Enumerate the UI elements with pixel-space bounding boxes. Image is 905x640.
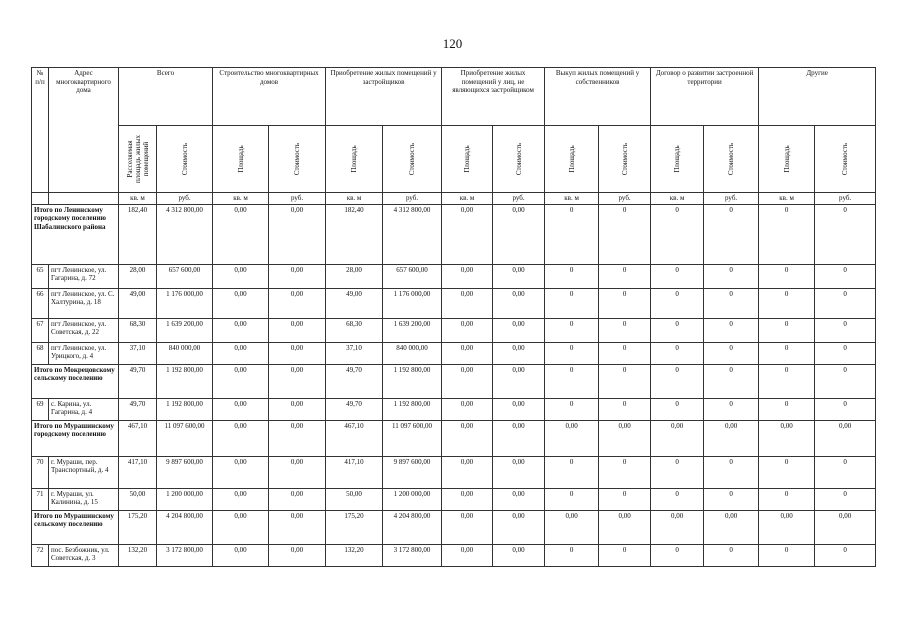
value-cell: 467,10 [326, 420, 383, 456]
unit-label: кв. м [759, 193, 815, 205]
row-number: 66 [32, 288, 49, 318]
table-row [32, 544, 876, 566]
header-group-territory: Договор о развитии застроенной территории [651, 68, 759, 126]
value-cell: 0 [704, 204, 759, 264]
value-cell: 0,00 [442, 456, 493, 488]
subheader-text: Стоимость [408, 142, 417, 176]
value-cell: 0,00 [269, 398, 326, 420]
resettlement-table [31, 67, 876, 567]
value-cell: 0,00 [442, 318, 493, 342]
value-cell: 0,00 [442, 510, 493, 544]
value-cell: 0,00 [442, 398, 493, 420]
value-cell: 11 097 600,00 [157, 420, 213, 456]
header-group-other: Другие [759, 68, 876, 126]
value-cell: 0 [704, 488, 759, 510]
value-cell: 0 [651, 342, 704, 364]
value-cell: 0,00 [269, 456, 326, 488]
subtotal-row [32, 420, 876, 456]
value-cell: 0 [759, 264, 815, 288]
value-cell: 0 [704, 398, 759, 420]
value-cell: 3 172 800,00 [383, 544, 442, 566]
value-cell: 0,00 [269, 488, 326, 510]
subheader-area [213, 126, 269, 193]
value-cell: 49,70 [119, 364, 157, 398]
value-cell: 68,30 [326, 318, 383, 342]
value-cell: 0,00 [269, 420, 326, 456]
value-cell: 0,00 [213, 364, 269, 398]
value-cell: 0 [815, 544, 876, 566]
subheader-text: Стоимость [514, 142, 523, 176]
value-cell: 0,00 [442, 264, 493, 288]
value-cell: 0,00 [759, 510, 815, 544]
subheader-text: Площадь [782, 145, 791, 173]
subheader-area [326, 126, 383, 193]
header-no: № п/п [32, 68, 49, 193]
subtotal-row [32, 364, 876, 398]
value-cell: 0 [815, 264, 876, 288]
value-cell: 0 [545, 488, 599, 510]
subheader-cost [157, 126, 213, 193]
value-cell: 0 [704, 288, 759, 318]
value-cell: 0 [599, 364, 651, 398]
subheader-cost [383, 126, 442, 193]
value-cell: 0 [759, 342, 815, 364]
value-cell: 1 639 200,00 [157, 318, 213, 342]
subheader-area [759, 126, 815, 193]
row-address: г. Мураши, пер. Транспортный, д. 4 [49, 456, 119, 488]
value-cell: 0 [651, 488, 704, 510]
value-cell: 0,00 [493, 420, 545, 456]
subheader-cost [599, 126, 651, 193]
value-cell: 0 [545, 264, 599, 288]
value-cell: 1 192 800,00 [383, 364, 442, 398]
value-cell: 0,00 [442, 342, 493, 364]
value-cell: 182,40 [119, 204, 157, 264]
row-number: 71 [32, 488, 49, 510]
value-cell: 132,20 [326, 544, 383, 566]
value-cell: 9 897 600,00 [157, 456, 213, 488]
value-cell: 0 [759, 544, 815, 566]
subheader-area [119, 126, 157, 193]
value-cell: 4 312 800,00 [157, 204, 213, 264]
value-cell: 0,00 [599, 510, 651, 544]
table-row [32, 342, 876, 364]
value-cell: 0 [545, 364, 599, 398]
value-cell: 0 [651, 398, 704, 420]
value-cell: 0 [545, 398, 599, 420]
value-cell: 1 176 000,00 [157, 288, 213, 318]
value-cell: 182,40 [326, 204, 383, 264]
value-cell: 0,00 [759, 420, 815, 456]
subheader-text: Стоимость [727, 142, 736, 176]
subheader-cost [493, 126, 545, 193]
value-cell: 0,00 [213, 420, 269, 456]
unit-label: руб. [157, 193, 213, 205]
subheader-text: Стоимость [841, 142, 850, 176]
value-cell: 0,00 [442, 204, 493, 264]
page-number: 120 [442, 36, 463, 51]
value-cell: 49,70 [119, 398, 157, 420]
value-cell: 0,00 [269, 264, 326, 288]
value-cell: 0,00 [269, 364, 326, 398]
value-cell: 0,00 [213, 288, 269, 318]
value-cell: 49,70 [326, 398, 383, 420]
value-cell: 0 [599, 488, 651, 510]
subheader-text: Площадь [350, 145, 359, 173]
value-cell: 0 [759, 288, 815, 318]
value-cell: 0 [599, 398, 651, 420]
value-cell: 0,00 [493, 364, 545, 398]
value-cell: 0 [759, 204, 815, 264]
value-cell: 0,00 [213, 318, 269, 342]
row-number: 72 [32, 544, 49, 566]
subtotal-label: Итого по Мокрецовскому сельскому поселению [32, 364, 119, 398]
subheader-cost [815, 126, 876, 193]
value-cell: 0 [651, 456, 704, 488]
value-cell: 4 204 800,00 [383, 510, 442, 544]
value-cell: 0 [545, 288, 599, 318]
subtotal-label: Итого по Мурашинскому сельскому поселению [32, 510, 119, 544]
value-cell: 0,00 [493, 488, 545, 510]
value-cell: 0 [759, 364, 815, 398]
subheader-area [545, 126, 599, 193]
table-row [32, 456, 876, 488]
header-group-buyout: Выкуп жилых помещений у собственников [545, 68, 651, 126]
row-number: 65 [32, 264, 49, 288]
unit-label: руб. [704, 193, 759, 205]
unit-label: руб. [599, 193, 651, 205]
value-cell: 0 [815, 364, 876, 398]
header-address: Адрес многоквартирного дома [49, 68, 119, 193]
subheader-text: Площадь [236, 145, 245, 173]
value-cell: 0,00 [442, 544, 493, 566]
subheader-text: Стоимость [620, 142, 629, 176]
value-cell: 0,00 [493, 264, 545, 288]
value-cell: 0,00 [815, 420, 876, 456]
row-number: 70 [32, 456, 49, 488]
value-cell: 0,00 [704, 420, 759, 456]
value-cell: 0,00 [442, 364, 493, 398]
value-cell: 0 [651, 544, 704, 566]
value-cell: 467,10 [119, 420, 157, 456]
subheader-text: Площадь [673, 145, 682, 173]
subtotal-row [32, 510, 876, 544]
value-cell: 0,00 [651, 420, 704, 456]
value-cell: 1 639 200,00 [383, 318, 442, 342]
value-cell: 0,00 [213, 342, 269, 364]
subtotal-label: Итого по Ленинскому городскому поселению Шабалинского района [32, 204, 119, 264]
value-cell: 49,00 [326, 288, 383, 318]
value-cell: 0 [545, 204, 599, 264]
units-empty [32, 193, 49, 205]
value-cell: 0,00 [442, 288, 493, 318]
table-row [32, 264, 876, 288]
value-cell: 0,00 [213, 264, 269, 288]
table-row [32, 318, 876, 342]
value-cell: 0 [815, 398, 876, 420]
value-cell: 175,20 [326, 510, 383, 544]
value-cell: 50,00 [326, 488, 383, 510]
value-cell: 4 312 800,00 [383, 204, 442, 264]
value-cell: 0,00 [213, 204, 269, 264]
value-cell: 28,00 [119, 264, 157, 288]
value-cell: 0,00 [493, 204, 545, 264]
value-cell: 0,00 [493, 510, 545, 544]
subtotal-row [32, 204, 876, 264]
subheader-text: Площадь [567, 145, 576, 173]
value-cell: 0 [704, 364, 759, 398]
value-cell: 1 192 800,00 [383, 398, 442, 420]
value-cell: 0 [815, 488, 876, 510]
value-cell: 0 [704, 456, 759, 488]
row-address: г. Мураши, ул. Калинина, д. 15 [49, 488, 119, 510]
row-address: с. Карина, ул. Гагарина, д. 4 [49, 398, 119, 420]
table-row [32, 288, 876, 318]
value-cell: 1 200 000,00 [157, 488, 213, 510]
value-cell: 0 [599, 318, 651, 342]
value-cell: 50,00 [119, 488, 157, 510]
value-cell: 0 [545, 342, 599, 364]
unit-label: кв. м [545, 193, 599, 205]
value-cell: 0 [704, 318, 759, 342]
header-group-developers: Приобретение жилых помещений у застройщиков [326, 68, 442, 126]
value-cell: 0,00 [493, 398, 545, 420]
value-cell: 0,00 [269, 318, 326, 342]
value-cell: 0,00 [493, 318, 545, 342]
table-row [32, 488, 876, 510]
unit-label: руб. [383, 193, 442, 205]
row-address: пгт Ленинское, ул. Советская, д. 22 [49, 318, 119, 342]
header-group-construction: Строительство многоквартирных домов [213, 68, 326, 126]
value-cell: 0,00 [493, 456, 545, 488]
value-cell: 0,00 [545, 420, 599, 456]
header-group-total: Всего [119, 68, 213, 126]
value-cell: 417,10 [326, 456, 383, 488]
value-cell: 0 [599, 264, 651, 288]
value-cell: 0,00 [269, 342, 326, 364]
value-cell: 49,70 [326, 364, 383, 398]
value-cell: 0,00 [213, 544, 269, 566]
value-cell: 0,00 [651, 510, 704, 544]
value-cell: 3 172 800,00 [157, 544, 213, 566]
subtotal-label: Итого по Мурашинскому городскому поселению [32, 420, 119, 456]
value-cell: 1 176 000,00 [383, 288, 442, 318]
value-cell: 0,00 [493, 288, 545, 318]
value-cell: 0,00 [815, 510, 876, 544]
subheader-cost [704, 126, 759, 193]
value-cell: 0 [651, 204, 704, 264]
row-address: пгт Ленинское, ул. Урицкого, д. 4 [49, 342, 119, 364]
value-cell: 0,00 [213, 398, 269, 420]
value-cell: 37,10 [119, 342, 157, 364]
value-cell: 175,20 [119, 510, 157, 544]
subheader-text: Площадь [463, 145, 472, 173]
value-cell: 0 [704, 264, 759, 288]
unit-label: руб. [815, 193, 876, 205]
value-cell: 0 [599, 456, 651, 488]
value-cell: 11 097 600,00 [383, 420, 442, 456]
unit-label: кв. м [442, 193, 493, 205]
unit-label: руб. [269, 193, 326, 205]
value-cell: 417,10 [119, 456, 157, 488]
value-cell: 0 [815, 456, 876, 488]
value-cell: 840 000,00 [383, 342, 442, 364]
value-cell: 1 192 800,00 [157, 398, 213, 420]
value-cell: 49,00 [119, 288, 157, 318]
value-cell: 0 [545, 456, 599, 488]
value-cell: 0,00 [442, 420, 493, 456]
subheader-area [651, 126, 704, 193]
value-cell: 840 000,00 [157, 342, 213, 364]
value-cell: 0 [545, 318, 599, 342]
unit-label: кв. м [119, 193, 157, 205]
value-cell: 0 [599, 288, 651, 318]
value-cell: 0 [759, 456, 815, 488]
subheader-text: Расселяемая площадь жилых помещений [125, 134, 150, 184]
value-cell: 132,20 [119, 544, 157, 566]
value-cell: 0,00 [269, 544, 326, 566]
value-cell: 0 [815, 288, 876, 318]
value-cell: 4 204 800,00 [157, 510, 213, 544]
value-cell: 657 600,00 [157, 264, 213, 288]
value-cell: 0,00 [704, 510, 759, 544]
value-cell: 0 [815, 318, 876, 342]
value-cell: 0 [599, 342, 651, 364]
row-number: 68 [32, 342, 49, 364]
subheader-text: Стоимость [180, 142, 189, 176]
value-cell: 9 897 600,00 [383, 456, 442, 488]
value-cell: 1 192 800,00 [157, 364, 213, 398]
row-number: 69 [32, 398, 49, 420]
value-cell: 37,10 [326, 342, 383, 364]
value-cell: 0 [704, 342, 759, 364]
value-cell: 0 [815, 342, 876, 364]
header-group-non-developers: Приобретение жилых помещений у лиц, не являющихся застройщиком [442, 68, 545, 126]
value-cell: 0,00 [493, 342, 545, 364]
row-address: пгт Ленинское, ул. С. Халтурина, д. 18 [49, 288, 119, 318]
value-cell: 68,30 [119, 318, 157, 342]
units-empty [49, 193, 119, 205]
unit-label: кв. м [651, 193, 704, 205]
subheader-text: Стоимость [293, 142, 302, 176]
row-address: пгт Ленинское, ул. Гагарина, д. 72 [49, 264, 119, 288]
value-cell: 0 [599, 544, 651, 566]
value-cell: 0,00 [269, 510, 326, 544]
value-cell: 0 [651, 264, 704, 288]
value-cell: 0,00 [493, 544, 545, 566]
value-cell: 0 [651, 318, 704, 342]
value-cell: 0,00 [442, 488, 493, 510]
value-cell: 0 [545, 544, 599, 566]
value-cell: 0 [815, 204, 876, 264]
subheader-cost [269, 126, 326, 193]
value-cell: 0,00 [269, 204, 326, 264]
value-cell: 0,00 [599, 420, 651, 456]
value-cell: 0,00 [545, 510, 599, 544]
value-cell: 28,00 [326, 264, 383, 288]
value-cell: 0,00 [213, 488, 269, 510]
unit-label: руб. [493, 193, 545, 205]
value-cell: 657 600,00 [383, 264, 442, 288]
value-cell: 0,00 [213, 510, 269, 544]
value-cell: 0 [759, 488, 815, 510]
value-cell: 0,00 [213, 456, 269, 488]
value-cell: 1 200 000,00 [383, 488, 442, 510]
row-number: 67 [32, 318, 49, 342]
value-cell: 0 [704, 544, 759, 566]
row-address: пос. Безбожник, ул. Советская, д. 3 [49, 544, 119, 566]
value-cell: 0 [599, 204, 651, 264]
value-cell: 0 [651, 364, 704, 398]
value-cell: 0 [759, 318, 815, 342]
value-cell: 0 [651, 288, 704, 318]
unit-label: кв. м [326, 193, 383, 205]
unit-label: кв. м [213, 193, 269, 205]
value-cell: 0 [759, 398, 815, 420]
value-cell: 0,00 [269, 288, 326, 318]
table-row [32, 398, 876, 420]
subheader-area [442, 126, 493, 193]
